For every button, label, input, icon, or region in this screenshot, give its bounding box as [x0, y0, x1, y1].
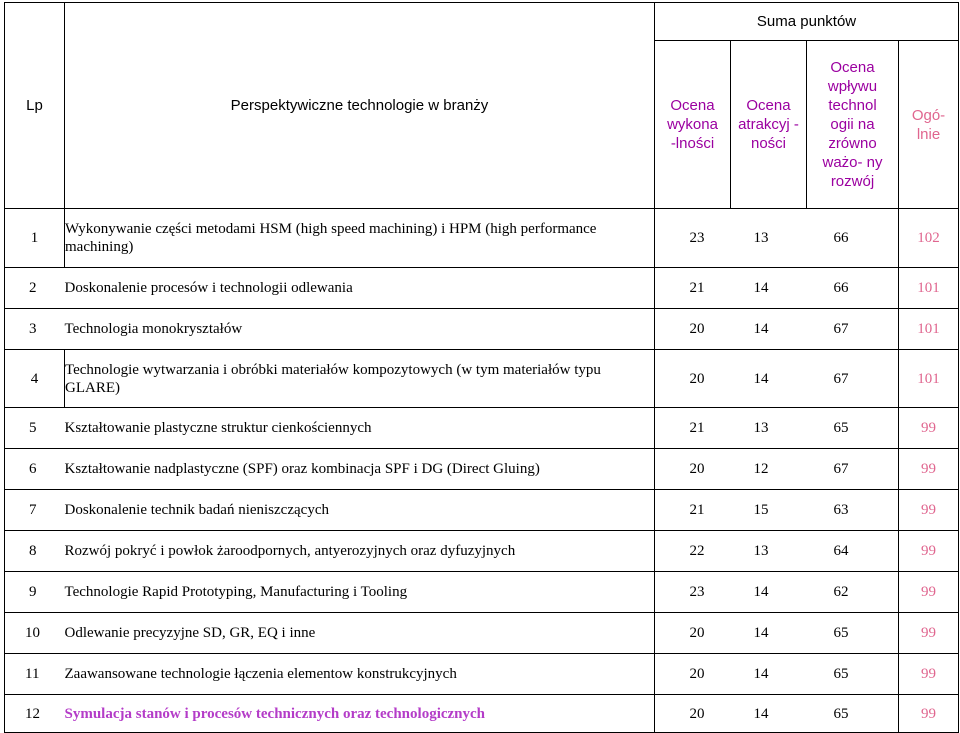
table-row: [5, 408, 959, 449]
row-overall: 101: [899, 268, 959, 309]
row-name: Kształtowanie plastyczne struktur cienkościennych: [65, 408, 655, 449]
header-row-top: [5, 3, 959, 41]
row-lp: 2: [5, 268, 65, 309]
row-feasibility: 21: [689, 420, 705, 436]
row-scores: [655, 695, 899, 733]
table-row: [5, 572, 959, 613]
row-lp: 9: [5, 572, 65, 613]
row-overall: 99: [899, 408, 959, 449]
row-scores: [655, 268, 899, 309]
row-attractiveness: 13: [753, 543, 769, 559]
row-name: Technologie wytwarzania i obróbki materiałów kompozytowych (w tym materiałów typu GLARE): [65, 350, 655, 408]
row-feasibility: 20: [689, 705, 705, 722]
header-technology: Perspektywiczne technologie w branży: [65, 3, 655, 209]
row-attractiveness: 14: [753, 321, 769, 337]
row-overall: 101: [899, 350, 959, 408]
row-feasibility: 20: [689, 666, 705, 682]
row-feasibility: 21: [689, 280, 705, 296]
row-overall: 99: [899, 572, 959, 613]
ranking-table: [4, 2, 959, 733]
row-impact: 65: [833, 625, 849, 641]
row-name: Wykonywanie części metodami HSM (high speed machining) i HPM (high performance machining): [65, 209, 655, 268]
row-overall: 99: [899, 695, 959, 733]
row-impact: 66: [833, 230, 849, 246]
row-lp: 11: [5, 654, 65, 695]
row-feasibility: 20: [689, 321, 705, 337]
row-lp: 12: [5, 695, 65, 733]
row-lp: 8: [5, 531, 65, 572]
row-overall: 99: [899, 613, 959, 654]
row-attractiveness: 14: [753, 584, 769, 600]
header-feasibility-label: Ocena wykona -lności: [667, 97, 718, 152]
row-overall: 99: [899, 449, 959, 490]
row-lp: 10: [5, 613, 65, 654]
row-attractiveness: 14: [753, 705, 769, 722]
row-impact: 65: [833, 420, 849, 436]
header-lp: Lp: [5, 3, 65, 209]
row-overall: 99: [899, 531, 959, 572]
row-attractiveness: 14: [753, 370, 769, 387]
header-attractiveness: [731, 41, 807, 209]
row-feasibility: 23: [689, 584, 705, 600]
row-scores: [655, 531, 899, 572]
row-name: Odlewanie precyzyjne SD, GR, EQ i inne: [65, 613, 655, 654]
table-row: [5, 209, 959, 268]
row-overall: 99: [899, 490, 959, 531]
row-attractiveness: 15: [753, 502, 769, 518]
row-lp: 5: [5, 408, 65, 449]
header-feasibility: [655, 41, 731, 209]
row-scores: [655, 613, 899, 654]
table-row: [5, 654, 959, 695]
row-impact: 64: [833, 543, 849, 559]
row-impact: 67: [833, 461, 849, 477]
row-name: Rozwój pokryć i powłok żaroodpornych, antyerozyjnych oraz dyfuzyjnych: [65, 531, 655, 572]
header-sum: Suma punktów: [655, 3, 959, 41]
row-name: Technologie Rapid Prototyping, Manufacturing i Tooling: [65, 572, 655, 613]
header-impact-label: Ocena wpływu technol ogii na zrówno ważo- ny rozwój: [822, 59, 883, 190]
row-impact: 63: [833, 502, 849, 518]
row-name: Doskonalenie procesów i technologii odlewania: [65, 268, 655, 309]
header-impact: [807, 41, 899, 209]
row-impact: 66: [833, 280, 849, 296]
row-impact: 67: [833, 321, 849, 337]
header-overall: [899, 41, 959, 209]
row-lp: 7: [5, 490, 65, 531]
row-lp: 4: [5, 350, 65, 408]
row-scores: [655, 309, 899, 350]
row-feasibility: 20: [689, 461, 705, 477]
row-attractiveness: 12: [753, 461, 769, 477]
row-feasibility: 23: [689, 230, 705, 246]
table-row: [5, 350, 959, 408]
row-scores: [655, 572, 899, 613]
row-name: Symulacja stanów i procesów technicznych oraz technologicznych: [65, 695, 655, 733]
row-scores: [655, 209, 899, 268]
header-overall-label: Ogó- lnie: [911, 106, 946, 143]
row-lp: 3: [5, 309, 65, 350]
row-overall: 102: [899, 209, 959, 268]
row-scores: [655, 449, 899, 490]
table-row: [5, 268, 959, 309]
table-row: [5, 531, 959, 572]
row-name: Technologia monokryształów: [65, 309, 655, 350]
row-impact: 65: [833, 666, 849, 682]
table-row: [5, 613, 959, 654]
row-impact: 62: [833, 584, 849, 600]
table-row: [5, 309, 959, 350]
row-attractiveness: 13: [753, 420, 769, 436]
row-feasibility: 21: [689, 502, 705, 518]
row-scores: [655, 350, 899, 408]
table-row: [5, 449, 959, 490]
row-feasibility: 22: [689, 543, 705, 559]
row-name: Doskonalenie technik badań nieniszczących: [65, 490, 655, 531]
row-attractiveness: 14: [753, 625, 769, 641]
row-impact: 65: [833, 705, 849, 722]
row-feasibility: 20: [689, 370, 705, 387]
row-name: Zaawansowane technologie łączenia elementow konstrukcyjnych: [65, 654, 655, 695]
row-lp: 1: [5, 209, 65, 268]
row-overall: 99: [899, 654, 959, 695]
header-attractiveness-label: Ocena atrakcyj -ności: [738, 97, 799, 152]
row-attractiveness: 13: [753, 230, 769, 246]
row-scores: [655, 654, 899, 695]
table-row: [5, 490, 959, 531]
row-name: Kształtowanie nadplastyczne (SPF) oraz kombinacja SPF i DG (Direct Gluing): [65, 449, 655, 490]
row-impact: 67: [833, 370, 849, 387]
row-attractiveness: 14: [753, 280, 769, 296]
table-row: [5, 695, 959, 733]
row-scores: [655, 408, 899, 449]
row-overall: 101: [899, 309, 959, 350]
row-attractiveness: 14: [753, 666, 769, 682]
row-feasibility: 20: [689, 625, 705, 641]
row-scores: [655, 490, 899, 531]
row-lp: 6: [5, 449, 65, 490]
